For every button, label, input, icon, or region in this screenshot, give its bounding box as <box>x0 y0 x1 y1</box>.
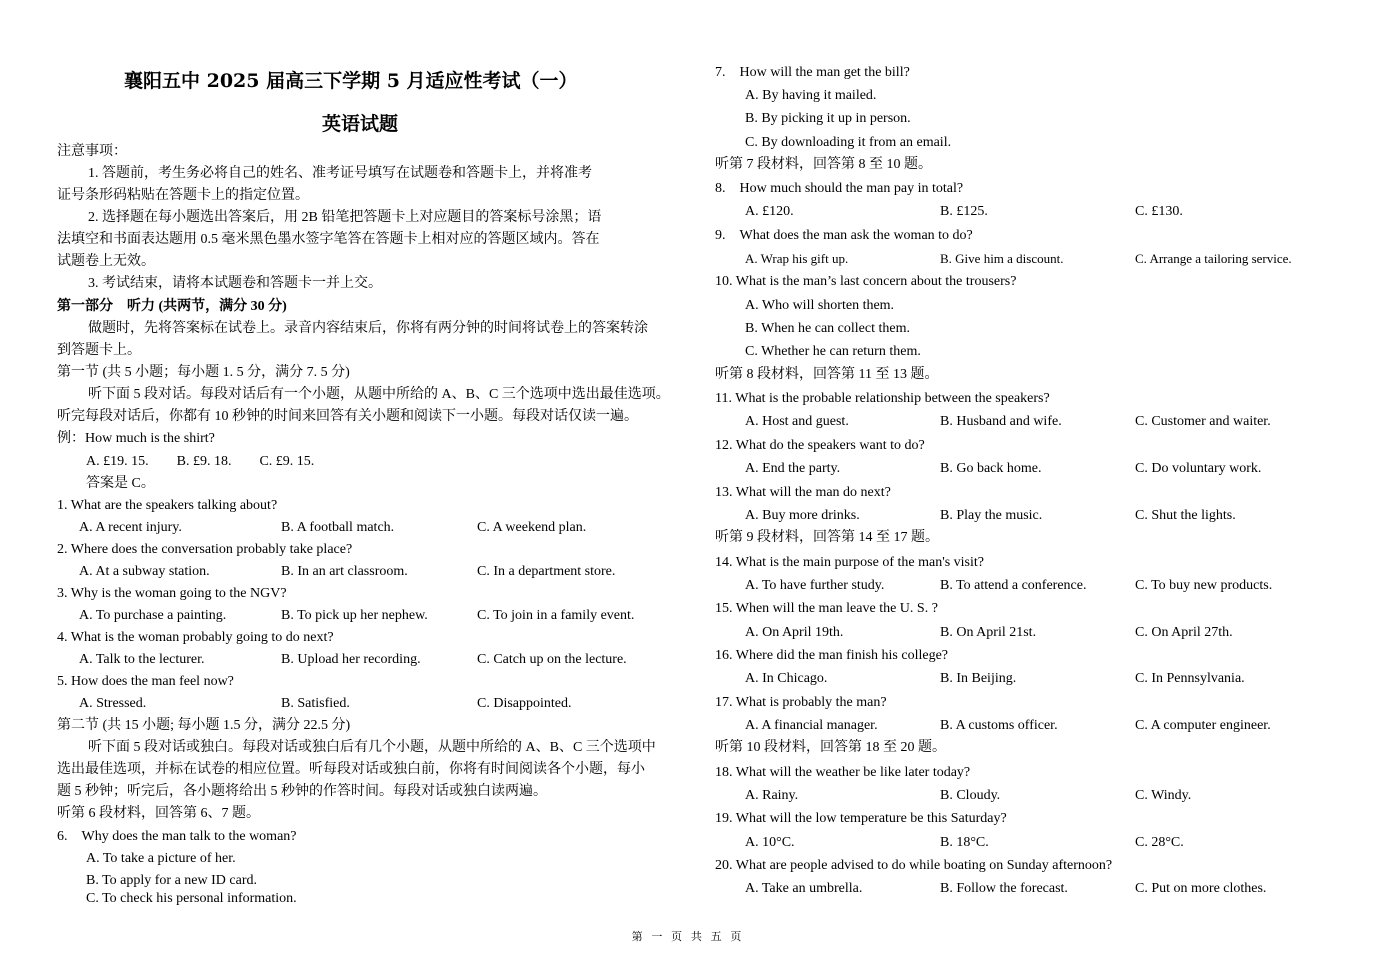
q13-option-c: C. Shut the lights. <box>1135 508 1236 523</box>
q10-option-a: A. Who will shorten them. <box>745 298 895 313</box>
section2-heading: 第二节 (共 15 小题; 每小题 1.5 分，满分 22.5 分) <box>57 718 351 733</box>
page-footer: 第 一 页 共 五 页 <box>631 931 745 943</box>
material10-heading: 听第 10 段材料，回答第 18 至 20 题。 <box>715 740 946 755</box>
q5-option-c: C. Disappointed. <box>477 696 572 711</box>
example-options: A. £19. 15. B. £9. 18. C. £9. 15. <box>86 454 315 469</box>
question-5: 5. How does the man feel now? <box>57 674 234 689</box>
q19-option-c: C. 28°C. <box>1135 835 1184 850</box>
notice-item2-line1: 2. 选择题在每小题选出答案后，用 2B 铅笔把答题卡上对应题目的答案标号涂黑；语 <box>88 210 602 225</box>
notice-item1-line2: 证号条形码粘贴在答题卡上的指定位置。 <box>57 188 309 203</box>
question-4: 4. What is the woman probably going to do next? <box>57 630 334 645</box>
q20-option-c: C. Put on more clothes. <box>1135 881 1267 896</box>
question-11: 11. What is the probable relationship between the speakers? <box>715 391 1050 406</box>
material8-heading: 听第 8 段材料，回答第 11 至 13 题。 <box>715 367 939 382</box>
q1-option-c: C. A weekend plan. <box>477 520 587 535</box>
q17-option-c: C. A computer engineer. <box>1135 718 1271 733</box>
question-20: 20. What are people advised to do while boating on Sunday afternoon? <box>715 858 1113 873</box>
section1-intro-line2: 听完每段对话后，你都有 10 秒钟的时间来回答有关小题和阅读下一小题。每段对话仅读一遍。 <box>57 409 638 424</box>
q9-option-b: B. Give him a discount. <box>940 251 1064 266</box>
page-title: 襄阳五中 2025 届高三下学期 5 月适应性考试（一） <box>124 70 578 92</box>
q8-option-b: B. £125. <box>940 204 988 219</box>
question-14: 14. What is the main purpose of the man's visit? <box>715 555 984 570</box>
q6-option-a: A. To take a picture of her. <box>86 851 236 866</box>
question-8: 8. How much should the man pay in total? <box>715 181 964 196</box>
question-17: 17. What is probably the man? <box>715 695 887 710</box>
q4-option-c: C. Catch up on the lecture. <box>477 652 627 667</box>
q9-option-c: C. Arrange a tailoring service. <box>1135 251 1292 266</box>
question-16: 16. Where did the man finish his college? <box>715 648 949 663</box>
q14-option-a: A. To have further study. <box>745 578 885 593</box>
notice-item1-line1: 1. 答题前，考生务必将自己的姓名、准考证号填写在试题卷和答题卡上，并将准考 <box>88 166 592 181</box>
q4-option-b: B. Upload her recording. <box>281 652 421 667</box>
q2-option-c: C. In a department store. <box>477 564 616 579</box>
material6-heading: 听第 6 段材料，回答第 6、7 题。 <box>57 806 260 821</box>
question-10: 10. What is the man’s last concern about the trousers? <box>715 274 1017 289</box>
q16-option-a: A. In Chicago. <box>745 671 828 686</box>
q10-option-c: C. Whether he can return them. <box>745 344 921 359</box>
q16-option-c: C. In Pennsylvania. <box>1135 671 1245 686</box>
q19-option-b: B. 18°C. <box>940 835 989 850</box>
q13-option-b: B. Play the music. <box>940 508 1043 523</box>
q18-option-c: C. Windy. <box>1135 788 1192 803</box>
q3-option-b: B. To pick up her nephew. <box>281 608 428 623</box>
section2-intro-line2: 选出最佳选项，并标在试卷的相应位置。听每段对话或独白前，你将有时间阅读各个小题，每小 <box>57 762 645 777</box>
q1-option-b: B. A football match. <box>281 520 395 535</box>
q18-option-b: B. Cloudy. <box>940 788 1001 803</box>
section2-intro-line1: 听下面 5 段对话或独白。每段对话或独白后有几个小题，从题中所给的 A、B、C 三个选项中 <box>88 740 656 755</box>
q7-option-b: B. By picking it up in person. <box>745 111 911 126</box>
notice-heading: 注意事项： <box>57 144 127 159</box>
q12-option-a: A. End the party. <box>745 461 841 476</box>
q17-option-a: A. A financial manager. <box>745 718 878 733</box>
q5-option-b: B. Satisfied. <box>281 696 350 711</box>
question-12: 12. What do the speakers want to do? <box>715 438 925 453</box>
q9-option-a: A. Wrap his gift up. <box>745 251 849 266</box>
question-13: 13. What will the man do next? <box>715 485 891 500</box>
q1-option-a: A. A recent injury. <box>79 520 182 535</box>
q3-option-a: A. To purchase a painting. <box>79 608 227 623</box>
notice-item2-line3: 试题卷上无效。 <box>57 254 155 269</box>
question-15: 15. When will the man leave the U. S. ? <box>715 601 938 616</box>
notice-item2-line2: 法填空和书面表达题用 0.5 毫米黑色墨水签字笔答在答题卡上相对应的答题区域内。答在 <box>57 232 600 247</box>
material9-heading: 听第 9 段材料，回答第 14 至 17 题。 <box>715 530 939 545</box>
part1-intro-line1: 做题时，先将答案标在试卷上。录音内容结束后，你将有两分钟的时间将试卷上的答案转涂 <box>88 321 648 336</box>
q12-option-b: B. Go back home. <box>940 461 1042 476</box>
question-18: 18. What will the weather be like later today? <box>715 765 971 780</box>
q15-option-c: C. On April 27th. <box>1135 625 1233 640</box>
section1-heading: 第一节 (共 5 小题；每小题 1. 5 分，满分 7. 5 分) <box>57 365 350 380</box>
q18-option-a: A. Rainy. <box>745 788 799 803</box>
q14-option-c: C. To buy new products. <box>1135 578 1273 593</box>
q12-option-c: C. Do voluntary work. <box>1135 461 1262 476</box>
notice-item3: 3. 考试结束，请将本试题卷和答题卡一并上交。 <box>88 276 382 291</box>
material7-heading: 听第 7 段材料，回答第 8 至 10 题。 <box>715 157 932 172</box>
q7-option-c: C. By downloading it from an email. <box>745 135 952 150</box>
q8-option-c: C. £130. <box>1135 204 1183 219</box>
q15-option-a: A. On April 19th. <box>745 625 844 640</box>
q3-option-c: C. To join in a family event. <box>477 608 635 623</box>
question-19: 19. What will the low temperature be this Saturday? <box>715 811 1007 826</box>
question-3: 3. Why is the woman going to the NGV? <box>57 586 287 601</box>
q8-option-a: A. £120. <box>745 204 794 219</box>
q10-option-b: B. When he can collect them. <box>745 321 910 336</box>
section1-intro-line1: 听下面 5 段对话。每段对话后有一个小题，从题中所给的 A、B、C 三个选项中选出最佳选项。 <box>88 387 670 402</box>
page-subtitle: 英语试题 <box>322 113 399 135</box>
q16-option-b: B. In Beijing. <box>940 671 1017 686</box>
example-answer: 答案是 C。 <box>86 476 155 491</box>
question-2: 2. Where does the conversation probably take place? <box>57 542 353 557</box>
q13-option-a: A. Buy more drinks. <box>745 508 860 523</box>
q20-option-b: B. Follow the forecast. <box>940 881 1068 896</box>
question-1: 1. What are the speakers talking about? <box>57 498 278 513</box>
section2-intro-line3: 题 5 秒钟；听完后，各小题将给出 5 秒钟的作答时间。每段对话或独白读两遍。 <box>57 784 547 799</box>
q7-option-a: A. By having it mailed. <box>745 88 877 103</box>
q2-option-a: A. At a subway station. <box>79 564 210 579</box>
q19-option-a: A. 10°C. <box>745 835 795 850</box>
q11-option-c: C. Customer and waiter. <box>1135 414 1271 429</box>
q4-option-a: A. Talk to the lecturer. <box>79 652 205 667</box>
q15-option-b: B. On April 21st. <box>940 625 1037 640</box>
q11-option-a: A. Host and guest. <box>745 414 849 429</box>
q20-option-a: A. Take an umbrella. <box>745 881 863 896</box>
part1-heading: 第一部分 听力 (共两节，满分 30 分) <box>57 299 287 314</box>
question-6: 6. Why does the man talk to the woman? <box>57 829 297 844</box>
q6-option-b: B. To apply for a new ID card. <box>86 873 257 888</box>
question-9: 9. What does the man ask the woman to do? <box>715 228 973 243</box>
q17-option-b: B. A customs officer. <box>940 718 1058 733</box>
q6-option-c: C. To check his personal information. <box>86 891 297 906</box>
question-7: 7. How will the man get the bill? <box>715 65 910 80</box>
q5-option-a: A. Stressed. <box>79 696 147 711</box>
example-question: 例：How much is the shirt? <box>57 431 215 446</box>
part1-intro-line2: 到答题卡上。 <box>57 343 141 358</box>
q2-option-b: B. In an art classroom. <box>281 564 408 579</box>
q14-option-b: B. To attend a conference. <box>940 578 1087 593</box>
q11-option-b: B. Husband and wife. <box>940 414 1062 429</box>
